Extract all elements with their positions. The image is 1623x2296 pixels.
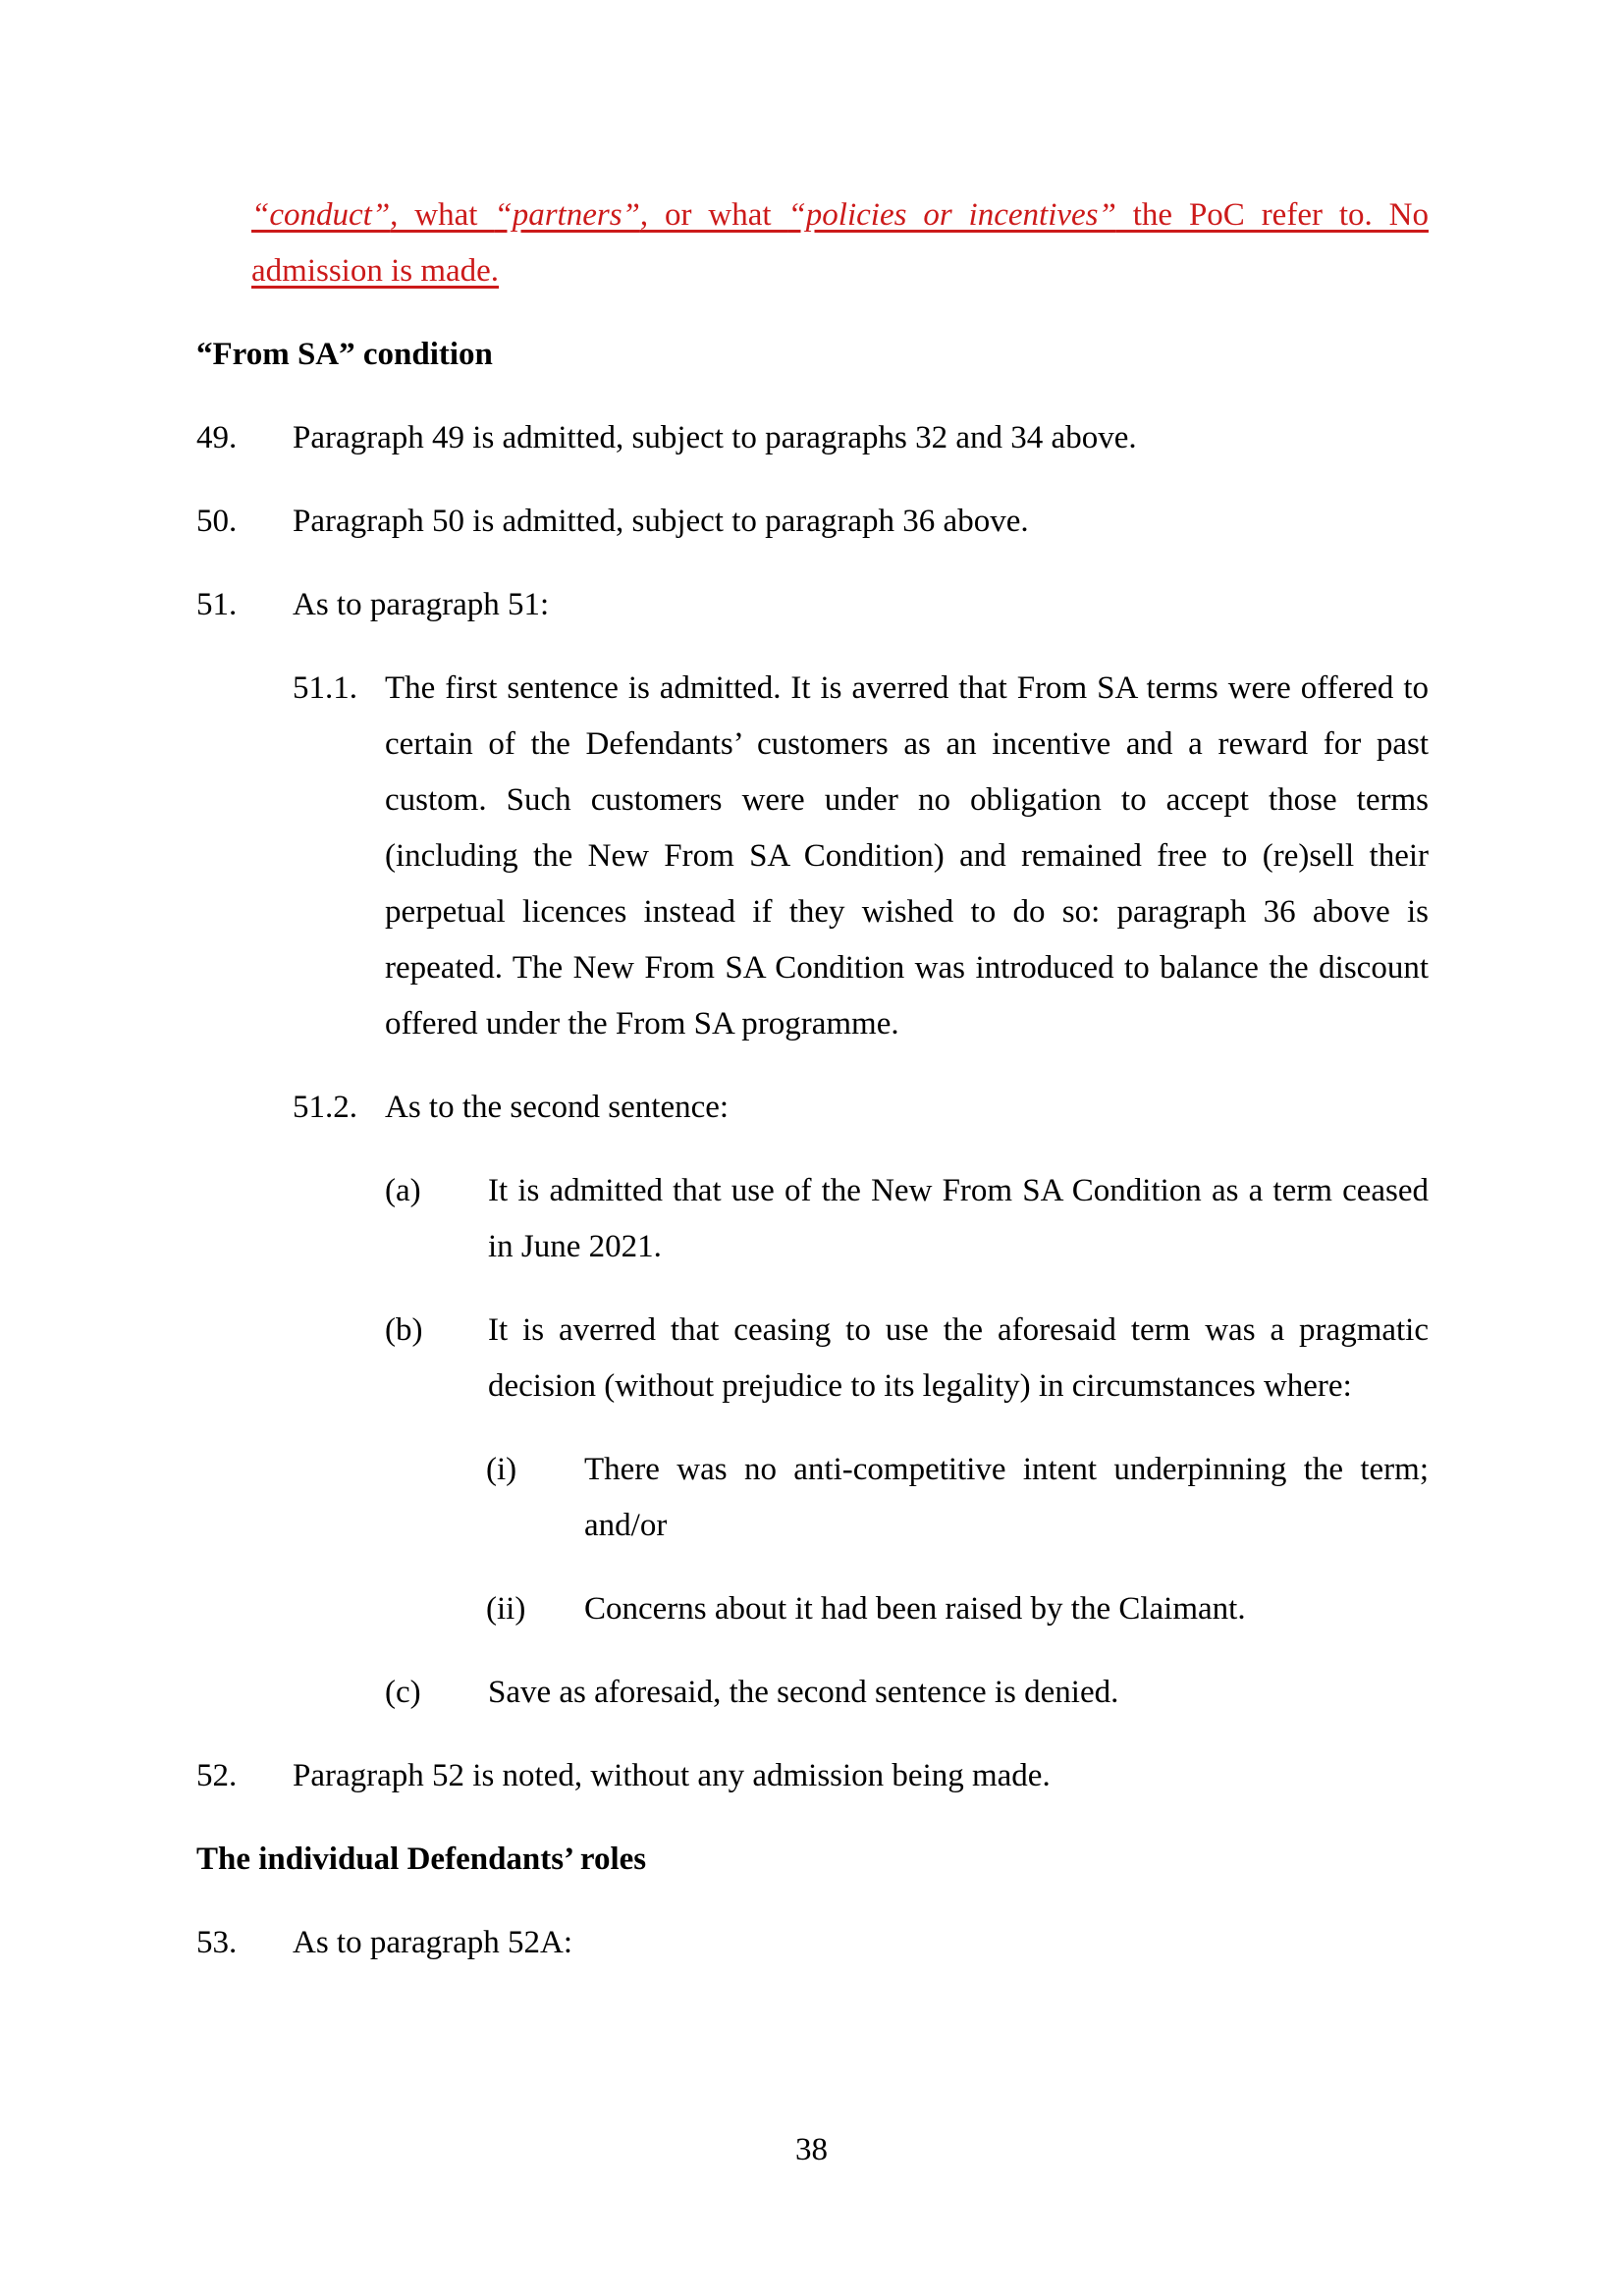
paragraph-number: (i) (486, 1452, 517, 1487)
paragraph-number: (ii) (486, 1591, 526, 1627)
paragraph-text: Paragraph 52 is noted, without any admission being made. (293, 1758, 1051, 1793)
carryover-line-1: “conduct”, what “partners”, or what “policies or incentives” the PoC refer to. No (251, 197, 1429, 233)
paragraph-51-2-b-i (486, 1442, 1429, 1554)
paragraph-number: 51.1. (293, 670, 357, 706)
carryover-line-2: admission is made. (251, 253, 500, 289)
paragraph-number: 50. (196, 504, 238, 539)
paragraph-51-2-b (385, 1303, 1429, 1415)
paragraph-text: Save as aforesaid, the second sentence is denied. (488, 1675, 1119, 1710)
paragraph-text: There was no anti-competitive intent underpinning the term; and/or (584, 1452, 1429, 1543)
page-content (196, 187, 1429, 1999)
paragraph-number: 51.2. (293, 1090, 357, 1125)
paragraph-text: Paragraph 50 is admitted, subject to paragraph 36 above. (293, 504, 1029, 539)
paragraph-text: Concerns about it had been raised by the Claimant. (584, 1591, 1246, 1627)
paragraph-number: (c) (385, 1675, 421, 1710)
paragraph-51-2-b-ii (486, 1581, 1429, 1637)
page-number: 38 (795, 2132, 828, 2167)
paragraph-number: 52. (196, 1758, 238, 1793)
paragraph-text: As to the second sentence: (385, 1090, 730, 1125)
paragraph-text: The first sentence is admitted. It is averred that From SA terms were offered to certain of the Defendants’ customers as an incentive and a reward for past custom. Such customers were under no obligation to accept those terms (including the New From SA Condition) and remained free to (re)sell their perpetual licences instead if they wished to do so: paragraph 36 above is repeated. The New From SA Condition was introduced to balance the discount offered under the From SA programme. (385, 670, 1429, 1041)
paragraph-51-2 (293, 1080, 1429, 1136)
paragraph-number: 49. (196, 420, 238, 455)
section-heading-from-sa-condition: “From SA” condition (196, 337, 493, 372)
paragraph-53 (196, 1915, 1429, 1971)
paragraph-text: It is admitted that use of the New From SA Condition as a term ceased in June 2021. (488, 1173, 1429, 1264)
paragraph-49 (196, 410, 1429, 466)
paragraph-51-1 (293, 661, 1429, 1052)
paragraph-51 (196, 577, 1429, 633)
paragraph-text: Paragraph 49 is admitted, subject to paragraphs 32 and 34 above. (293, 420, 1137, 455)
paragraph-number: (a) (385, 1173, 421, 1208)
carryover-amended-paragraph (251, 187, 1429, 299)
paragraph-50 (196, 494, 1429, 550)
section-heading-individual-defendants-roles: The individual Defendants’ roles (196, 1842, 647, 1877)
paragraph-51-2-a (385, 1163, 1429, 1275)
paragraph-text: As to paragraph 52A: (293, 1925, 573, 1960)
paragraph-51-2-c (385, 1665, 1429, 1721)
paragraph-number: 51. (196, 587, 238, 622)
paragraph-52 (196, 1748, 1429, 1804)
paragraph-text: As to paragraph 51: (293, 587, 550, 622)
paragraph-number: (b) (385, 1312, 423, 1348)
paragraph-text: It is averred that ceasing to use the aforesaid term was a pragmatic decision (without prejudice to its legality) in circumstances where: (488, 1312, 1429, 1404)
paragraph-number: 53. (196, 1925, 238, 1960)
